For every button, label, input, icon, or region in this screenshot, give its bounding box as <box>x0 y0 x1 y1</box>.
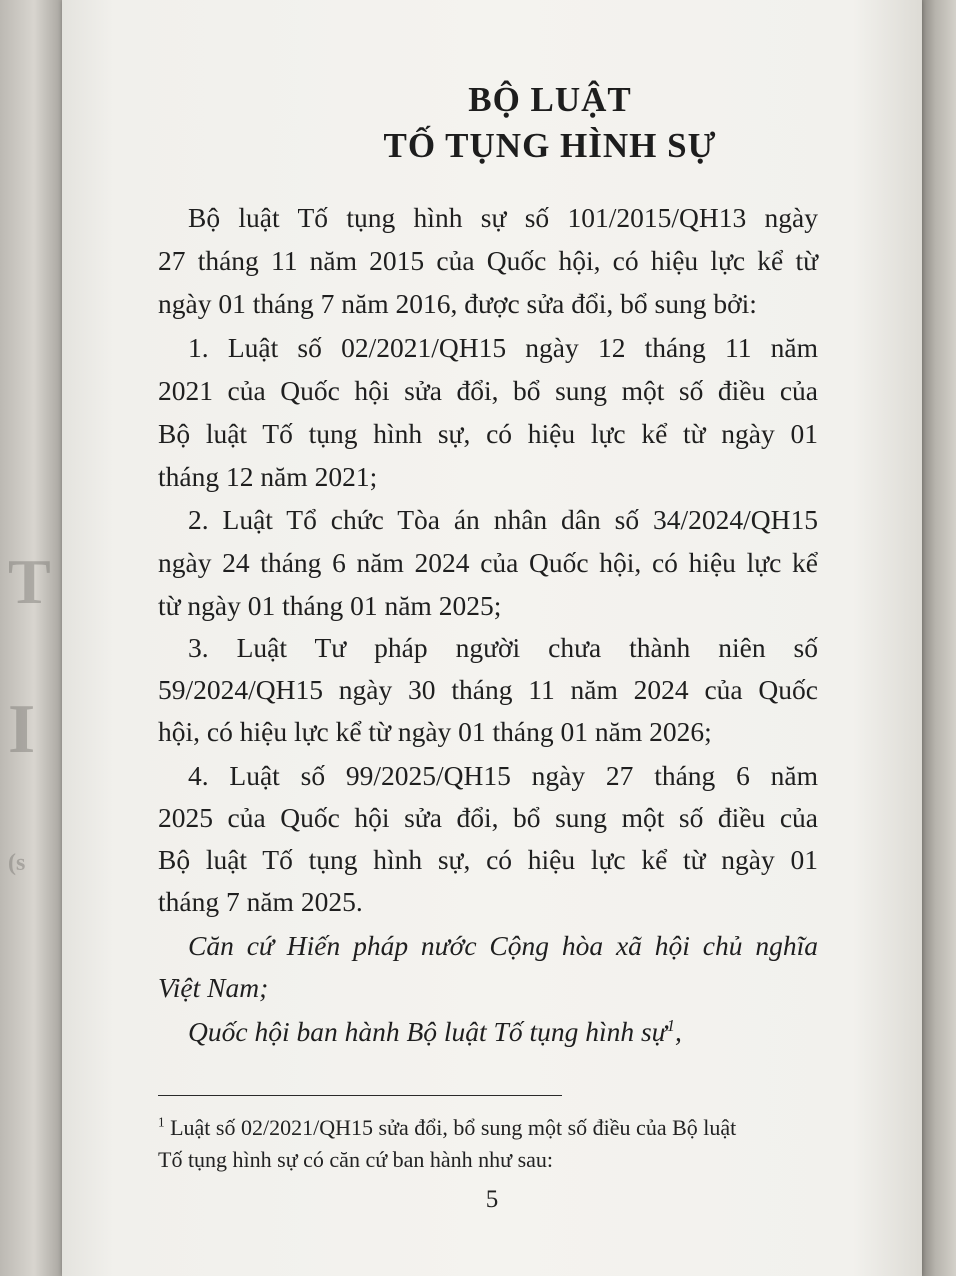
footnote-text: Luật số 02/2021/QH15 sửa đổi, bổ sung một số điều của Bộ luật <box>164 1115 737 1140</box>
intro-line: Bộ luật Tố tụng hình sự số 101/2015/QH13 ngày <box>188 202 818 233</box>
amendment-line: Bộ luật Tố tụng hình sự, có hiệu lực kể từ ngày 01 <box>158 418 818 449</box>
amendment-line: Bộ luật Tố tụng hình sự, có hiệu lực kể từ ngày 01 <box>158 844 818 875</box>
book-edge-right <box>922 0 956 1276</box>
amendment-line: 3. Luật Tư pháp người chưa thành niên số <box>188 632 818 663</box>
ghost-glyph: I <box>8 691 36 768</box>
amendment-line: tháng 7 năm 2025. <box>158 886 363 917</box>
amendment-line: 2. Luật Tổ chức Tòa án nhân dân số 34/2024/QH15 <box>188 504 818 535</box>
page-title-line2: TỐ TỤNG HÌNH SỰ <box>383 126 717 165</box>
amendment-line: ngày 24 tháng 6 năm 2024 của Quốc hội, có hiệu lực kể <box>158 547 818 578</box>
footnote-line: Tố tụng hình sự có căn cứ ban hành như sau: <box>158 1147 554 1172</box>
preamble-line: Căn cứ Hiến pháp nước Cộng hòa xã hội chủ nghĩa <box>188 930 818 961</box>
page-title-line1: BỘ LUẬT <box>468 80 632 119</box>
footnote-divider <box>158 1095 562 1096</box>
preamble-punct: , <box>674 1016 682 1047</box>
preamble-line: Việt Nam; <box>158 972 269 1003</box>
footnote-line <box>158 1113 822 1143</box>
amendment-line: 59/2024/QH15 ngày 30 tháng 11 năm 2024 của Quốc <box>158 674 818 705</box>
intro-line: ngày 01 tháng 7 năm 2016, được sửa đổi, bổ sung bởi: <box>158 288 757 319</box>
footnote-marker: 1 <box>158 1114 165 1130</box>
ghost-glyph: (s <box>8 850 26 876</box>
amendment-line: 2025 của Quốc hội sửa đổi, bổ sung một số điều của <box>158 802 818 833</box>
footnote-reference: 1 <box>666 1015 675 1035</box>
amendment-line: 4. Luật số 99/2025/QH15 ngày 27 tháng 6 năm <box>188 760 818 791</box>
amendment-line: 2021 của Quốc hội sửa đổi, bổ sung một số điều của <box>158 375 818 406</box>
preamble-text: Quốc hội ban hành Bộ luật Tố tụng hình sự <box>188 1016 667 1047</box>
amendment-line: từ ngày 01 tháng 01 năm 2025; <box>158 590 502 621</box>
intro-line: 27 tháng 11 năm 2015 của Quốc hội, có hiệu lực kể từ <box>158 245 818 276</box>
amendment-line: tháng 12 năm 2021; <box>158 461 378 492</box>
page-number: 5 <box>485 1186 499 1213</box>
ghost-glyph: T <box>8 546 51 617</box>
amendment-line: 1. Luật số 02/2021/QH15 ngày 12 tháng 11 năm <box>188 332 818 363</box>
book-page <box>62 0 922 1276</box>
adjacent-page-left <box>0 0 62 1276</box>
preamble-enactment <box>188 1012 818 1052</box>
amendment-line: hội, có hiệu lực kể từ ngày 01 tháng 01 năm 2026; <box>158 716 712 747</box>
